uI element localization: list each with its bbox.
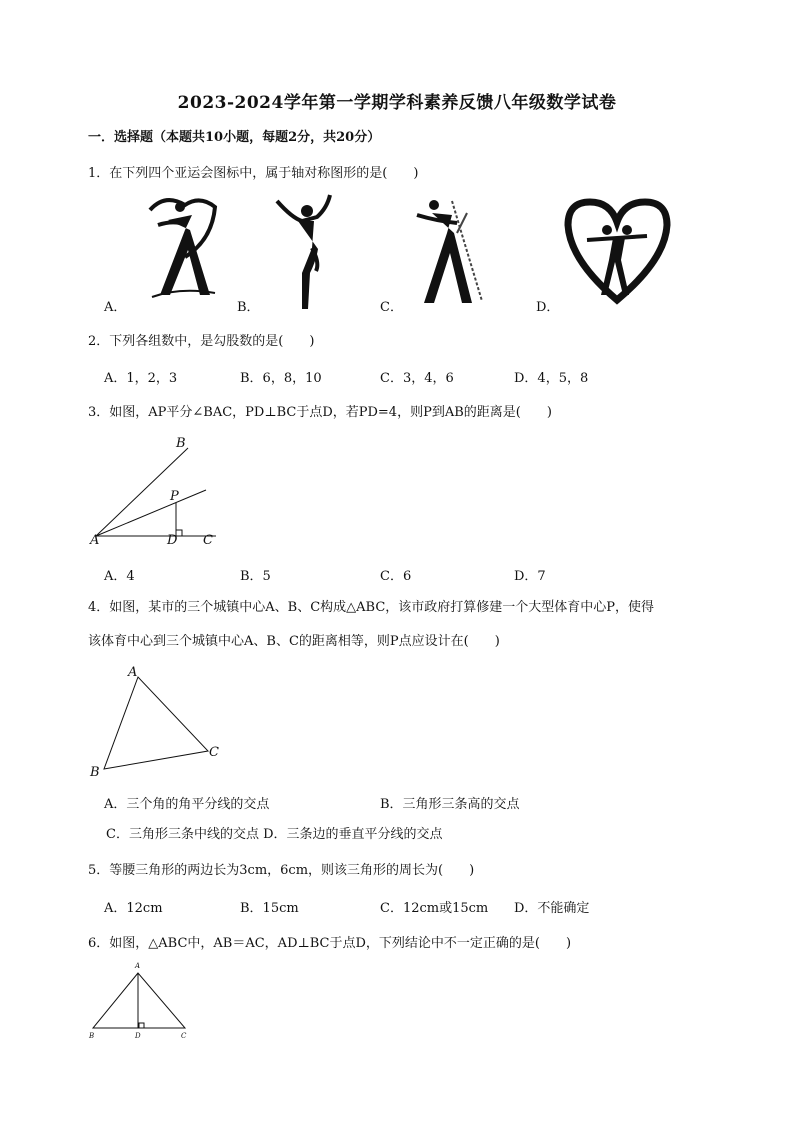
question-1-stem: 1．在下列四个亚运会图标中，属于轴对称图形的是( ) [88,166,419,181]
q4-option-a: A．三个角的角平分线的交点 [104,797,270,812]
q5-option-c: C．12cm或15cm [380,901,489,916]
dancer-single-icon [272,193,332,311]
q3-option-b: B．5 [240,569,271,584]
q3-label-d: D [167,533,178,548]
q3-label-a: A [90,533,100,548]
q1-option-d: D． [536,300,560,315]
q4-option-cd: C．三角形三条中线的交点 D．三条边的垂直平分线的交点 [106,827,443,842]
q4-label-a: A [128,665,138,680]
q3-label-c: C [203,533,213,548]
q1-option-a: A． [104,300,127,315]
exam-title: 2023-2024学年第一学期学科素养反馈八年级数学试卷 [177,93,617,113]
isosceles-triangle-diagram [88,968,198,1038]
q1-option-c: C． [380,300,403,315]
question-6-stem: 6．如图，△ABC中，AB＝AC，AD⊥BC于点D，下列结论中不一定正确的是( ) [88,936,572,951]
question-5-stem: 5．等腰三角形的两边长为3cm，6cm，则该三角形的周长为( ) [88,863,475,878]
q6-label-a: A [135,962,141,970]
question-4-stem-line2: 该体育中心到三个城镇中心A、B、C的距离相等，则P点应设计在( ) [88,634,500,649]
q2-option-b: B．6，8，10 [240,371,322,386]
q6-label-b: B [89,1032,95,1040]
q2-option-d: D．4，5，8 [514,371,589,386]
q4-option-b: B．三角形三条高的交点 [380,797,520,812]
q3-option-a: A．4 [104,569,135,584]
q6-label-c: C [181,1032,187,1040]
dancer-pair-tilted-icon [412,193,492,308]
heart-dancers-icon [565,200,670,302]
q5-option-a: A．12cm [104,901,163,916]
q2-option-a: A．1，2，3 [104,371,178,386]
q3-label-p: P [170,489,179,504]
q3-option-d: D．7 [514,569,546,584]
q3-label-b: B [176,436,186,451]
q3-option-c: C．6 [380,569,412,584]
dancer-pair-icon [140,195,220,305]
q5-option-d: D．不能确定 [514,901,590,916]
q4-label-c: C [209,745,219,760]
question-3-stem: 3．如图，AP平分∠BAC，PD⊥BC于点D，若PD=4，则P到AB的距离是( ) [88,405,552,420]
triangle-abc-diagram [96,665,226,780]
q5-option-b: B．15cm [240,901,299,916]
section-heading: 一．选择题（本题共10小题，每题2分，共20分） [88,130,381,145]
q1-option-b: B． [237,300,260,315]
q6-label-d: D [135,1032,141,1040]
question-4-stem-line1: 4．如图，某市的三个城镇中心A、B、C构成△ABC，该市政府打算修建一个大型体育中心P，使得 [88,600,655,615]
q2-option-c: C．3，4，6 [380,371,454,386]
question-2-stem: 2．下列各组数中，是勾股数的是( ) [88,334,315,349]
q4-label-b: B [90,765,100,780]
